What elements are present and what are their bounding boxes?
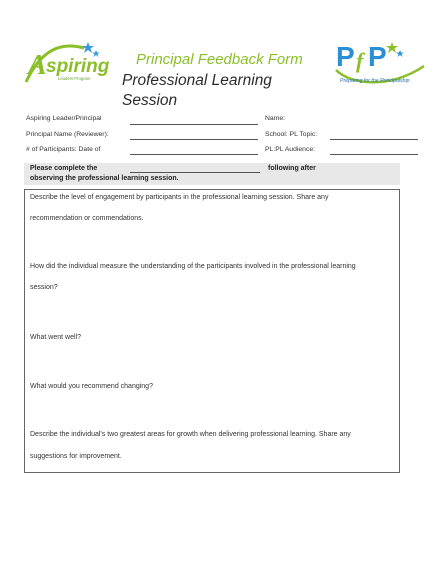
principal-name-line[interactable] [130, 139, 258, 140]
question-1-line-1: Describe the level of engagement by participants in the professional learning session. Share any [30, 194, 329, 201]
question-2-line-1: How did the individual measure the understanding of the participants involved in the professional learning [30, 263, 356, 270]
svg-text:A: A [28, 50, 47, 81]
form-title: Principal Feedback Form [136, 51, 303, 68]
banner-line2: observing the professional learning session. [30, 175, 179, 182]
question-5-line-2: suggestions for improvement. [30, 453, 122, 460]
pfp-tagline: Preparing for the Principalship [340, 78, 410, 84]
aspiring-leader-line[interactable] [130, 124, 258, 125]
aspiring-tagline: Leaders Program [58, 76, 91, 81]
banner-line [130, 172, 260, 173]
participants-date-line[interactable] [130, 154, 258, 155]
svg-text:P: P [336, 41, 355, 72]
pl-audience-label: PL:PL Audience: [265, 146, 316, 153]
pfp-logo [332, 36, 432, 92]
banner-line1-left: Please complete the [30, 165, 98, 172]
participants-date-label: # of Participants: Date of [26, 146, 101, 153]
question-4: What would you recommend changing? [30, 383, 153, 390]
form-subtitle [122, 71, 322, 111]
svg-text:spiring: spiring [46, 56, 110, 77]
question-5-line-1: Describe the individual's two greatest areas for growth when delivering professional learning. Share any [30, 431, 351, 438]
banner-line1-right: following after [268, 165, 316, 172]
school-pl-topic-label: School: PL Topic: [265, 131, 318, 138]
subtitle-line-1: Professional Learning [122, 72, 272, 89]
pl-audience-line[interactable] [330, 154, 418, 155]
name-label: Name: [265, 115, 286, 122]
question-1-line-2: recommendation or commendations. [30, 215, 144, 222]
question-3: What went well? [30, 334, 81, 341]
svg-text:f: f [356, 48, 364, 73]
school-pl-topic-line[interactable] [330, 139, 418, 140]
subtitle-line-2: Session [122, 92, 178, 109]
question-2-line-2: session? [30, 284, 58, 291]
svg-text:P: P [368, 41, 387, 72]
principal-name-label: Principal Name (Reviewer): [26, 131, 109, 138]
aspiring-leader-label: Aspiring Leader/Principal [26, 115, 102, 122]
aspiring-logo [22, 38, 132, 88]
